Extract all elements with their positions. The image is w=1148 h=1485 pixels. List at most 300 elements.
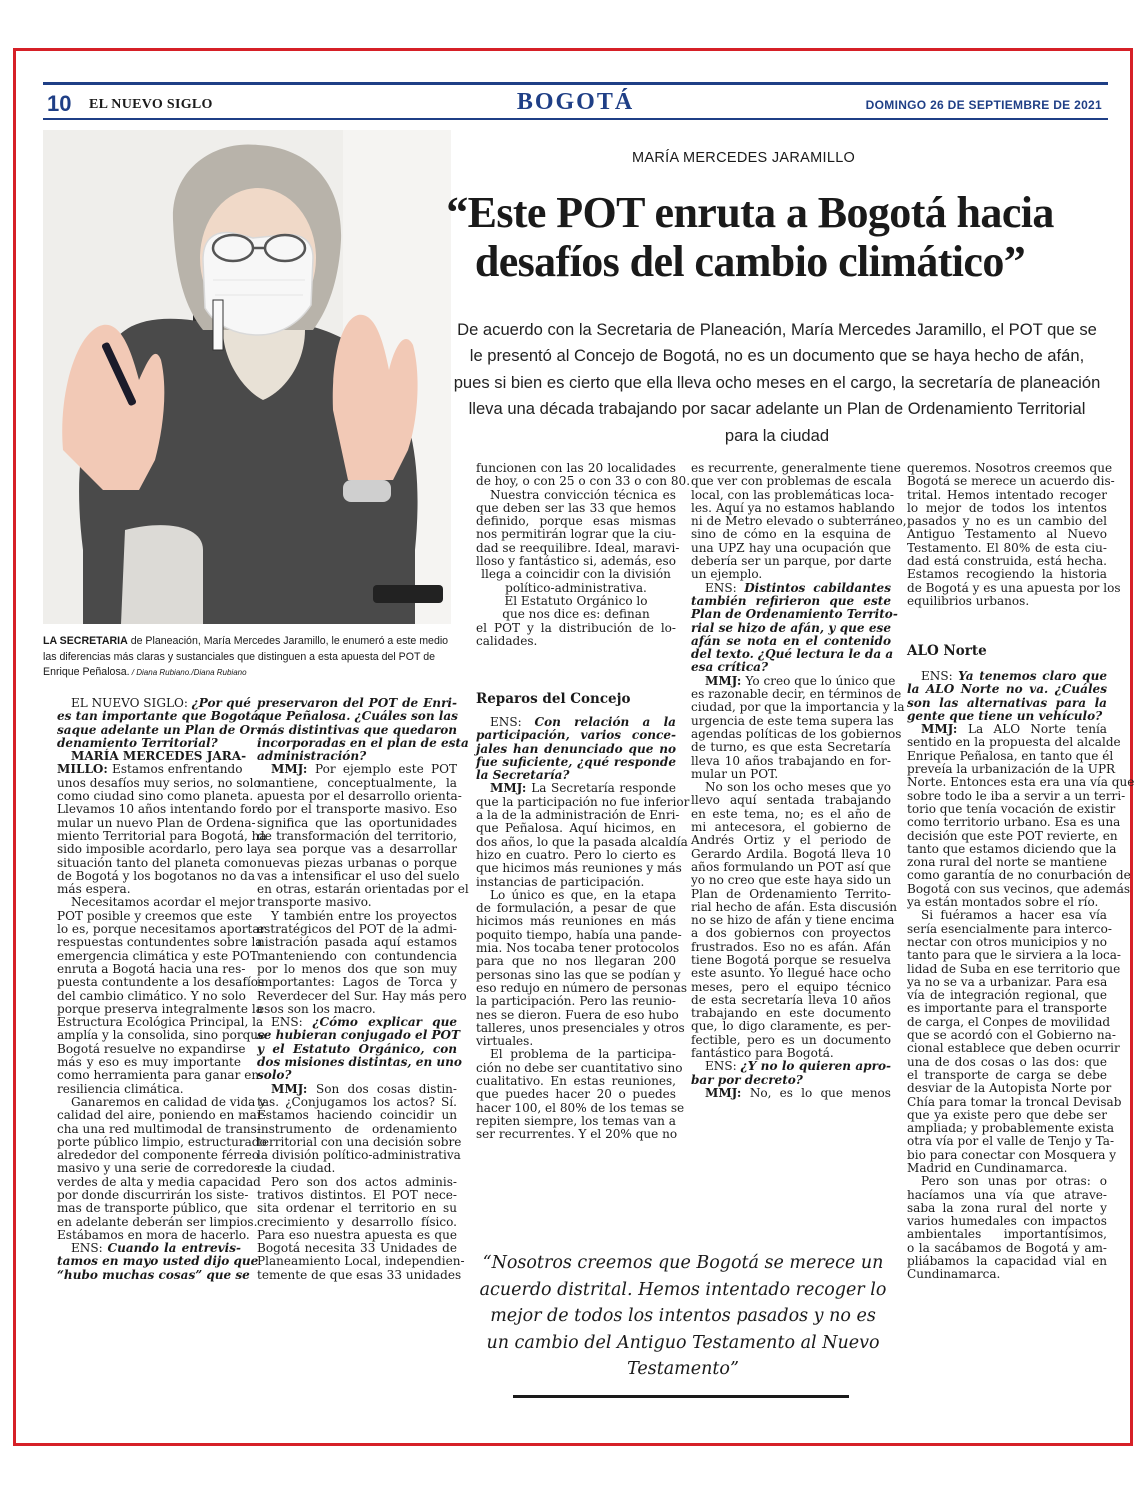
text-line bbox=[476, 528, 676, 541]
text-segment: les. Aquí ya no estamos hablando bbox=[691, 500, 895, 515]
text-segment: la Secretaría? bbox=[476, 768, 570, 783]
text-segment: Bogotá resuelve no expandirse bbox=[57, 1041, 246, 1056]
text-segment: otra vía por el valle de Tenjo y Ta- bbox=[907, 1134, 1115, 1149]
text-line bbox=[57, 1201, 248, 1216]
text-segment: masivo y una serie de corredores bbox=[57, 1161, 260, 1176]
text-line bbox=[907, 555, 1107, 568]
text-line bbox=[476, 955, 676, 968]
text-line bbox=[691, 927, 891, 940]
text-line bbox=[257, 857, 457, 870]
text-line bbox=[476, 889, 676, 902]
text-line bbox=[57, 935, 263, 950]
text-line bbox=[907, 1189, 1107, 1202]
text-line bbox=[691, 461, 901, 475]
text-segment: ción no debe ser cuantitativo sino bbox=[476, 1060, 683, 1075]
text-line bbox=[907, 710, 1107, 723]
text-segment: nectar con otros municipios y no bbox=[907, 934, 1107, 949]
text-line bbox=[907, 474, 1115, 489]
text-line bbox=[257, 1003, 457, 1016]
text-segment: estratégicos del POT de la admi- bbox=[257, 922, 457, 937]
text-line bbox=[907, 528, 1107, 541]
text-segment: lloso y fantástico si, además, eso bbox=[476, 554, 676, 569]
text-line bbox=[257, 1043, 457, 1056]
text-line bbox=[57, 1094, 266, 1109]
text-line bbox=[57, 868, 256, 883]
text-line bbox=[907, 1121, 1115, 1136]
text-segment: esos son los macro. bbox=[257, 1001, 376, 1016]
text-segment: llega a coincidir con la división bbox=[481, 567, 671, 582]
text-segment: Estructura Ecológica Principal, la bbox=[57, 1015, 264, 1030]
text-segment: en adelante deberán ser limpios. bbox=[57, 1214, 258, 1229]
subhead-reparos: Reparos del Concejo bbox=[476, 691, 631, 707]
text-segment: Andrés Ortiz y el periodo de bbox=[691, 833, 891, 848]
text-column-2 bbox=[257, 696, 469, 1282]
text-segment: enruta a Bogotá hacia una res- bbox=[57, 961, 246, 976]
text-segment: ya sea porque vas a desarrollar bbox=[257, 842, 457, 857]
text-line bbox=[476, 861, 682, 876]
text-segment: o la sacábamos de Bogotá y am- bbox=[907, 1240, 1107, 1255]
text-line bbox=[57, 749, 247, 764]
text-segment: instancias de participación. bbox=[476, 874, 645, 889]
text-line bbox=[476, 902, 676, 915]
text-line bbox=[476, 1100, 685, 1115]
headline-line1: enruta a Bogotá hacia bbox=[644, 188, 1054, 237]
text-line bbox=[907, 909, 1107, 922]
text-line bbox=[907, 697, 1107, 710]
text-line bbox=[691, 726, 902, 741]
text-column-4 bbox=[691, 461, 907, 1100]
text-segment: tas. ¿Conjugamos los actos? Sí. bbox=[257, 1094, 457, 1109]
text-line bbox=[257, 1096, 457, 1109]
text-line bbox=[907, 723, 1107, 736]
text-line bbox=[691, 622, 891, 635]
text-segment: emergencia climática y este POT bbox=[57, 948, 258, 963]
text-segment: de la ciudad. bbox=[257, 1161, 336, 1176]
text-segment: que se acordó con el Gobierno na- bbox=[907, 1028, 1116, 1043]
text-segment: trativos distintos. El POT nece- bbox=[257, 1187, 457, 1202]
text-line bbox=[691, 528, 891, 541]
text-line bbox=[476, 769, 676, 782]
text-line bbox=[57, 1214, 258, 1229]
text-line bbox=[476, 1035, 676, 1048]
text-segment: trital. Hemos intentado recoger bbox=[907, 487, 1107, 502]
text-line bbox=[476, 1128, 676, 1141]
text-segment: dos años, lo que la pasada alcaldía bbox=[476, 834, 688, 849]
text-line bbox=[907, 580, 1121, 595]
text-segment: yo no creo que este haya sido un bbox=[691, 873, 892, 888]
text-segment: eso redujo en número de personas bbox=[476, 980, 688, 995]
text-line bbox=[907, 748, 1114, 763]
text-line bbox=[57, 961, 246, 976]
text-line bbox=[476, 743, 676, 756]
text-segment: Reverdecer del Sur. Hay más pero bbox=[257, 988, 467, 1003]
text-line bbox=[476, 515, 676, 528]
text-segment: denamiento Territorial? bbox=[57, 735, 218, 750]
text-segment: repiten siempre, los temas van a bbox=[476, 1113, 676, 1128]
text-segment: virtuales. bbox=[476, 1034, 534, 1049]
text-line bbox=[57, 1121, 261, 1136]
text-line bbox=[691, 475, 891, 488]
text-segment: tanto que estamos diciendo que la bbox=[907, 841, 1117, 856]
text-segment: bio para conectar con Mosquera y bbox=[907, 1147, 1117, 1162]
text-line bbox=[257, 1229, 457, 1242]
text-line bbox=[907, 856, 1107, 869]
text-segment: Chía para tomar la troncal Devisab bbox=[907, 1094, 1122, 1109]
text-segment: sería esencialmente para interco- bbox=[907, 921, 1112, 936]
text-segment: calidades. bbox=[476, 633, 538, 648]
newspaper-name: EL NUEVO SIGLO bbox=[89, 97, 213, 112]
interviewee-kicker: MARÍA MERCEDES JARAMILLO bbox=[632, 150, 856, 166]
text-line bbox=[691, 542, 891, 555]
text-line bbox=[57, 709, 259, 724]
text-segment: hacíamos una vía que atrave- bbox=[907, 1187, 1107, 1202]
text-segment: saque adelante un Plan de Or- bbox=[57, 722, 262, 737]
text-segment: fectible, pero es un documento bbox=[691, 1032, 891, 1047]
text-line bbox=[907, 841, 1117, 856]
text-line bbox=[57, 1083, 241, 1096]
text-segment: también refirieron que este bbox=[691, 593, 891, 608]
text-line bbox=[257, 882, 469, 897]
text-segment: Madrid en Cundinamarca. bbox=[907, 1160, 1068, 1175]
text-line bbox=[907, 461, 1113, 475]
text-segment: local, con las problemáticas loca- bbox=[691, 487, 894, 502]
text-segment: que Peñalosa. ¿Cuáles son las bbox=[257, 709, 458, 724]
text-segment: sido imposible acordarlo, pero la bbox=[57, 842, 258, 857]
text-segment: MILLO: bbox=[57, 762, 113, 777]
text-segment: El problema de la participa- bbox=[490, 1047, 676, 1062]
text-line bbox=[907, 1175, 1107, 1188]
text-segment: nuevas piezas urbanas o porque bbox=[257, 855, 457, 870]
text-segment: MMJ: bbox=[705, 673, 746, 688]
text-segment: más espera. bbox=[57, 882, 131, 897]
text-segment: preveía la urbanización de la UPR bbox=[907, 762, 1116, 777]
text-segment: definido, porque esas mismas bbox=[476, 514, 676, 529]
text-line bbox=[57, 1174, 261, 1189]
text-segment: Gerardo Ardila. Bogotá lleva 10 bbox=[691, 846, 891, 861]
text-segment: que hicimos más reuniones y más bbox=[476, 861, 682, 876]
text-line bbox=[907, 896, 1107, 909]
text-line bbox=[476, 822, 676, 835]
text-line bbox=[476, 1088, 676, 1101]
text-line bbox=[57, 883, 241, 896]
text-segment: Llevamos 10 años intentando for- bbox=[57, 802, 262, 817]
text-segment: decisión que este POT revierte, en bbox=[907, 828, 1118, 843]
text-segment: mantiene, conceptualmente, la bbox=[257, 775, 457, 790]
text-line bbox=[907, 542, 1107, 555]
text-segment: por donde discurrirán los siste- bbox=[57, 1187, 249, 1202]
text-segment: frustrados. Eso no es afán. Afán bbox=[691, 939, 891, 954]
text-segment: Estamos enfrentando bbox=[112, 762, 243, 777]
text-line bbox=[476, 608, 676, 621]
text-line bbox=[257, 963, 457, 976]
text-line bbox=[57, 1161, 260, 1176]
text-segment: de carga, el Conpes de movilidad bbox=[907, 1014, 1111, 1029]
page-number: 10 bbox=[47, 91, 72, 116]
text-segment: en este tema, no; es el año de bbox=[691, 806, 891, 821]
text-line bbox=[907, 1147, 1117, 1162]
text-segment: Plan de Ordenamiento Territo- bbox=[691, 607, 898, 622]
text-line bbox=[57, 1187, 249, 1202]
text-segment: puesta contundente a los desafíos bbox=[57, 975, 265, 990]
text-line bbox=[57, 1148, 260, 1163]
text-line bbox=[907, 775, 1135, 790]
text-segment: torio que tenía vocación de existir bbox=[907, 801, 1116, 816]
text-line bbox=[691, 741, 891, 754]
text-segment: lleva 10 años trabajando en for- bbox=[691, 753, 891, 768]
headline bbox=[380, 188, 1120, 286]
text-line bbox=[907, 1268, 1107, 1281]
text-line bbox=[691, 1034, 891, 1047]
text-segment: dad está construida, está hecha. bbox=[907, 554, 1107, 569]
text-line bbox=[257, 763, 457, 776]
text-column-5-top bbox=[907, 461, 1121, 608]
text-line bbox=[691, 1047, 891, 1060]
text-segment: situación tanto del planeta como bbox=[57, 855, 257, 870]
text-column-1 bbox=[57, 696, 267, 1282]
text-line bbox=[691, 768, 891, 781]
text-segment: MARÍA MERCEDES JARA- bbox=[71, 749, 247, 764]
text-segment: Estamos haciendo coincidir un bbox=[257, 1108, 457, 1123]
text-segment: apuesta por el desarrollo orienta- bbox=[257, 789, 462, 804]
text-line bbox=[907, 595, 1107, 608]
text-line bbox=[691, 781, 891, 794]
text-segment: nes se dieron. Fuera de eso hubo bbox=[476, 1007, 679, 1022]
text-segment: talleres, unos presenciales y otros bbox=[476, 1020, 685, 1035]
text-line bbox=[476, 1048, 676, 1061]
text-line bbox=[691, 941, 891, 954]
text-line bbox=[907, 936, 1107, 949]
text-line bbox=[907, 1056, 1107, 1069]
text-segment: ¿Por qué bbox=[191, 696, 251, 710]
text-segment: hacer 100, el 80% de los temas se bbox=[476, 1100, 685, 1115]
caption-text: de Planeación, María Mercedes Jaramillo, le enumeró a este medio las diferencias más claras y sustanciales que distinguen a esta apuesta del POT de Enrique Peñalosa. bbox=[43, 635, 449, 678]
text-line bbox=[476, 927, 682, 942]
text-segment: como territorio urbano. Esa es una bbox=[907, 815, 1121, 830]
text-segment: calidad del aire, poniendo en mar- bbox=[57, 1108, 267, 1123]
text-line bbox=[691, 500, 895, 515]
text-line bbox=[907, 1215, 1107, 1228]
text-line bbox=[907, 1109, 1107, 1122]
text-line bbox=[257, 923, 457, 936]
text-line bbox=[257, 1069, 457, 1082]
text-line bbox=[907, 921, 1112, 936]
text-segment: no se hizo de afán y tiene encima bbox=[691, 913, 895, 928]
text-segment: fue suficiente, ¿qué responde bbox=[476, 754, 676, 769]
text-line bbox=[476, 489, 676, 502]
text-line bbox=[907, 828, 1118, 843]
text-segment: agendas políticas de los gobiernos bbox=[691, 726, 902, 741]
text-segment: en otras, estarán orientadas por el bbox=[257, 882, 469, 897]
text-segment: nistración pasada aquí estamos bbox=[257, 935, 457, 950]
text-line bbox=[476, 808, 680, 823]
text-segment: llevo aquí sentada trabajando bbox=[691, 793, 891, 808]
text-segment: mular un nuevo Plan de Ordena- bbox=[57, 815, 256, 830]
text-segment: tanto para que le sirviera a la loca- bbox=[907, 948, 1121, 963]
text-line bbox=[691, 700, 905, 715]
text-line bbox=[476, 876, 676, 889]
text-line bbox=[257, 1134, 462, 1149]
text-segment: años formulando un POT así que bbox=[691, 859, 891, 874]
text-segment: pasados y no es un cambio del bbox=[907, 514, 1107, 529]
text-segment: manteniendo con contundencia bbox=[257, 948, 457, 963]
text-line bbox=[691, 808, 891, 821]
text-segment: tamos en mayo usted dijo que bbox=[57, 1254, 259, 1269]
text-line bbox=[57, 1028, 266, 1043]
text-segment: Si fuéramos a hacer esa vía bbox=[921, 908, 1107, 923]
text-segment: ¿Cómo explicar que bbox=[312, 1015, 457, 1030]
text-line bbox=[257, 936, 457, 949]
text-segment: Plan de Ordenamiento Territo- bbox=[691, 886, 891, 901]
text-segment: es razonable decir, en términos de bbox=[691, 687, 902, 702]
text-segment: cha una red multimodal de trans- bbox=[57, 1121, 261, 1136]
text-segment: MMJ: bbox=[705, 1085, 750, 1100]
text-line bbox=[57, 815, 256, 830]
text-line bbox=[257, 1148, 461, 1163]
text-line bbox=[257, 1216, 457, 1229]
text-line bbox=[476, 1007, 679, 1022]
text-line bbox=[57, 775, 261, 790]
text-line bbox=[907, 868, 1131, 883]
text-line bbox=[57, 895, 255, 910]
text-line bbox=[907, 489, 1107, 502]
text-segment: Enrique Peñalosa, en tanto que él bbox=[907, 748, 1114, 763]
text-line bbox=[57, 842, 258, 857]
text-segment: verdes de alta y media capacidad bbox=[57, 1174, 261, 1189]
text-segment: son las alternativas para la bbox=[907, 695, 1107, 710]
text-line bbox=[907, 1162, 1107, 1175]
text-segment: personas sino las que se podían y bbox=[476, 967, 681, 982]
text-line bbox=[907, 1028, 1116, 1043]
text-line bbox=[257, 988, 467, 1003]
text-segment: Pero son dos actos adminis- bbox=[271, 1174, 457, 1189]
text-segment: la participación. Pero las reunio- bbox=[476, 994, 676, 1009]
text-segment: MMJ: bbox=[271, 1081, 316, 1096]
text-line bbox=[257, 1189, 457, 1202]
text-line bbox=[257, 896, 457, 909]
text-segment: bar por decreto? bbox=[691, 1072, 803, 1087]
text-segment: Para eso nuestra apuesta es que bbox=[257, 1227, 457, 1242]
text-segment: nos permitirán lograr que la ciu- bbox=[476, 527, 676, 542]
text-line bbox=[257, 1267, 462, 1282]
text-line bbox=[257, 868, 460, 883]
headline-bold: Este POT bbox=[467, 188, 645, 237]
text-segment: ambientales importantísimos, bbox=[907, 1227, 1107, 1242]
text-segment: que Peñalosa. Aquí hicimos, en bbox=[476, 821, 676, 836]
text-line bbox=[907, 881, 1131, 896]
text-segment: Bogotá necesita 33 Unidades de bbox=[257, 1241, 457, 1256]
text-segment: para que no nos llegaran 200 bbox=[476, 954, 676, 969]
text-line bbox=[57, 789, 254, 804]
text-segment: ya están montados sobre el río. bbox=[907, 895, 1099, 910]
text-segment: zona rural del norte se mantiene bbox=[907, 855, 1107, 870]
text-segment: que la participación no fue inferior bbox=[476, 794, 690, 809]
text-line bbox=[691, 834, 891, 847]
text-column-5-bottom bbox=[907, 669, 1135, 1282]
text-segment: urgencia de este tema supera las bbox=[691, 713, 894, 728]
text-line bbox=[691, 647, 894, 662]
text-line bbox=[691, 1020, 891, 1033]
text-segment: equilibrios urbanos. bbox=[907, 593, 1030, 608]
text-segment: varios humedales con impactos bbox=[907, 1214, 1107, 1229]
text-segment: que puedes hacer 20 o puedes bbox=[476, 1087, 676, 1102]
text-segment: Ya tenemos claro que bbox=[958, 669, 1108, 683]
text-segment: por lo menos dos que son muy bbox=[257, 961, 457, 976]
text-line bbox=[691, 582, 891, 595]
headline-quote-mark: “ bbox=[446, 188, 468, 237]
text-segment: Distintos cabildantes bbox=[744, 580, 891, 595]
text-line bbox=[57, 1134, 267, 1149]
text-line bbox=[691, 635, 891, 648]
text-line bbox=[476, 849, 676, 862]
text-segment: sita ordenar el territorio en su bbox=[257, 1201, 457, 1216]
text-line bbox=[691, 954, 891, 967]
text-segment: a dos gobiernos con proyectos bbox=[691, 926, 891, 941]
text-line bbox=[907, 515, 1107, 528]
text-line bbox=[476, 834, 688, 849]
text-column-3-bottom bbox=[476, 715, 690, 1142]
text-line bbox=[57, 802, 262, 817]
text-segment: Ganaremos en calidad de vida y bbox=[71, 1094, 266, 1109]
text-line bbox=[691, 1087, 891, 1100]
text-line bbox=[476, 782, 676, 795]
text-line bbox=[476, 1115, 676, 1128]
text-segment: de formulación, a pesar de que bbox=[476, 901, 676, 916]
text-segment: dos misiones distintas, en uno bbox=[257, 1055, 462, 1070]
text-segment: de turno, es que esta Secretaría bbox=[691, 740, 891, 755]
pull-quote-rule bbox=[513, 1395, 849, 1398]
text-segment: respuestas contundentes sobre la bbox=[57, 935, 263, 950]
text-segment: a la de la administración de Enri- bbox=[476, 808, 680, 823]
text-segment: lo mejor de todos los intentos bbox=[907, 500, 1107, 515]
text-segment: lidad de Suba en ese territorio que bbox=[907, 961, 1121, 976]
text-line bbox=[476, 582, 676, 595]
text-line bbox=[57, 1015, 264, 1030]
text-line bbox=[257, 777, 457, 790]
text-line bbox=[476, 941, 680, 956]
text-line bbox=[907, 670, 1107, 683]
text-line bbox=[907, 1002, 1107, 1015]
photo-caption bbox=[43, 634, 451, 681]
text-segment: como herramienta para ganar en bbox=[57, 1068, 260, 1083]
text-segment: más y eso es muy importante bbox=[57, 1055, 241, 1070]
text-segment: crecimiento y desarrollo físico. bbox=[257, 1214, 457, 1229]
text-segment: lo es, porque necesitamos aportar bbox=[57, 922, 266, 937]
text-segment: territorial con una decisión sobre bbox=[257, 1134, 462, 1149]
text-line bbox=[476, 622, 676, 635]
text-line bbox=[691, 607, 898, 622]
text-line bbox=[907, 989, 1107, 1002]
text-line bbox=[476, 502, 676, 515]
text-line bbox=[476, 1020, 685, 1035]
text-line bbox=[257, 817, 457, 830]
text-line bbox=[907, 502, 1107, 515]
text-segment: como ciudad sino como planeta. bbox=[57, 789, 254, 804]
text-segment: sentido en la propuesta del alcalde bbox=[907, 735, 1121, 750]
text-segment: No, es lo que menos bbox=[749, 1085, 891, 1100]
text-segment: amplía y la consolida, sino porque bbox=[57, 1028, 266, 1043]
photo-credit: / Diana Rubiano./Diana Rubiano bbox=[129, 668, 247, 677]
text-line bbox=[257, 1028, 461, 1043]
text-segment: importantes: Lagos de Torca y bbox=[257, 975, 457, 990]
text-segment: gente que tiene un vehículo? bbox=[907, 708, 1103, 723]
text-line bbox=[57, 696, 251, 710]
text-segment: solo? bbox=[257, 1068, 292, 1083]
text-line bbox=[257, 1242, 457, 1255]
text-segment: Por ejemplo este POT bbox=[314, 762, 457, 777]
text-segment: de hoy, o con 25 o con 33 o con 80. bbox=[476, 474, 691, 489]
text-line bbox=[257, 697, 457, 710]
text-line bbox=[57, 1108, 267, 1123]
